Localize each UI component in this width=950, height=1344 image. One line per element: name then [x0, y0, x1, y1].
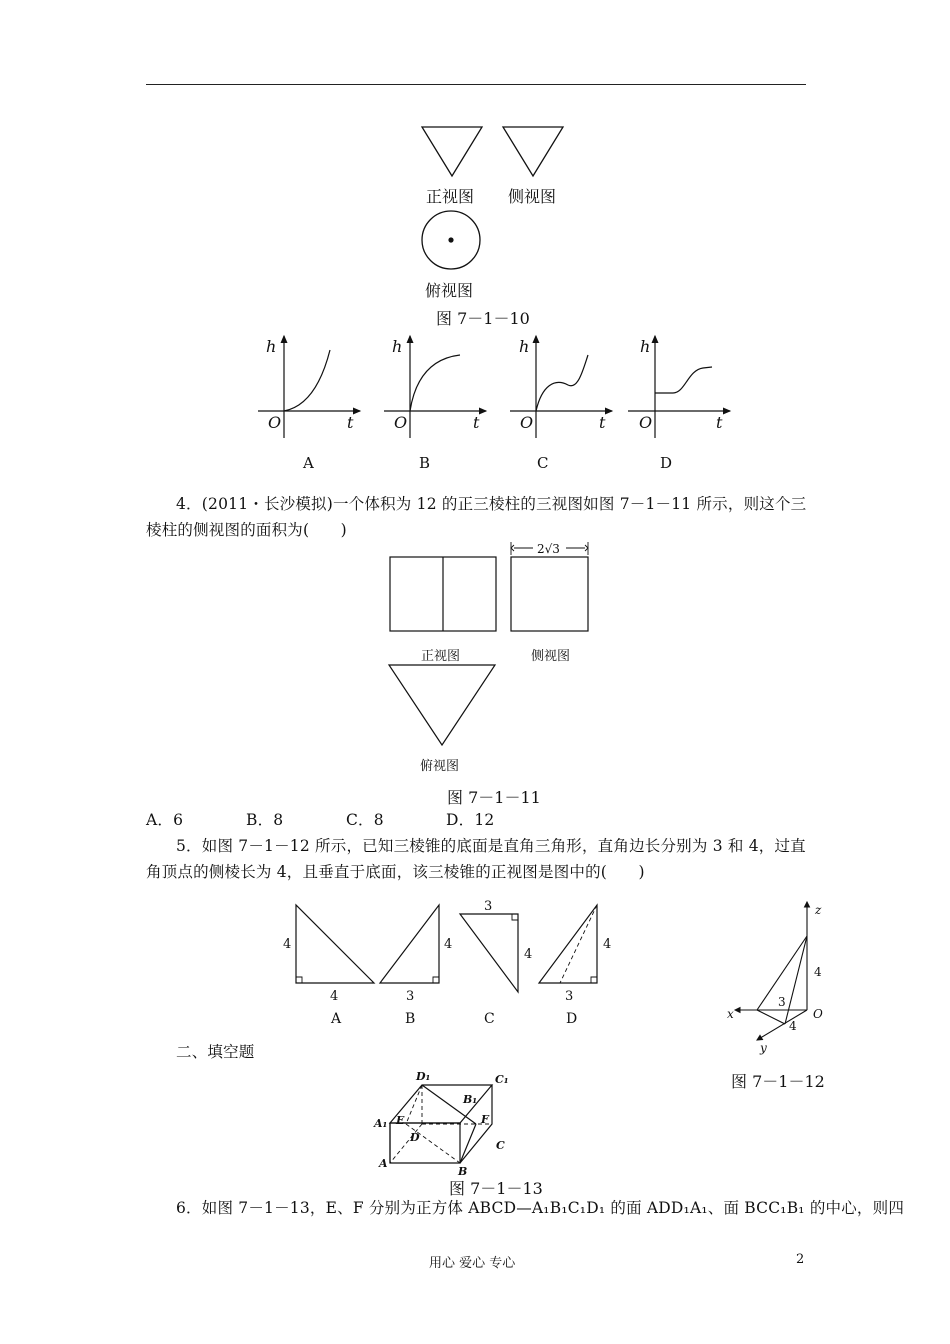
cube-label-e: E: [396, 1114, 405, 1127]
axis-z-label: z: [815, 903, 822, 917]
graph-option-d: D: [660, 454, 673, 472]
q5-c-top-length: 3: [484, 899, 493, 914]
graph-c-t-label: t: [599, 413, 606, 432]
q5-b-right-length: 4: [444, 937, 453, 952]
cube-label-b1: B₁: [463, 1093, 478, 1106]
graph-b-h-label: h: [392, 337, 403, 356]
q5-d-right-length: 4: [603, 937, 612, 952]
section-title-fill-in: 二、填空题: [176, 1043, 255, 1061]
graph-d-origin: O: [639, 413, 653, 432]
graph-option-a: A: [303, 454, 314, 472]
axis-x-label: x: [727, 1007, 734, 1021]
q4-front-view-label: 正视图: [421, 649, 461, 664]
side-view-label: 侧视图: [508, 187, 557, 206]
figure-caption-7-1-13: 图 7－1－13: [449, 1179, 543, 1198]
graph-a-t-label: t: [347, 413, 354, 432]
graph-option-b: B: [419, 454, 431, 472]
cube-label-d: D: [410, 1131, 420, 1144]
q5-c-right-length: 4: [524, 947, 533, 962]
q4-choice-a: A．6: [146, 811, 184, 829]
q4-side-view-label: 侧视图: [531, 649, 571, 664]
cube-label-c1: C₁: [495, 1073, 509, 1086]
q4-text-line2: 棱柱的侧视图的面积为( ): [146, 521, 347, 539]
q4-choice-c: C．8: [346, 811, 384, 829]
graph-a-h-label: h: [266, 337, 277, 356]
figure-caption-7-1-10: 图 7－1－10: [436, 309, 530, 328]
q5-option-d-label: D: [566, 1011, 578, 1027]
cube-label-c: C: [496, 1139, 505, 1152]
cube-label-f: F: [481, 1113, 489, 1126]
axis-y-label: y: [760, 1041, 767, 1055]
q4-text-line1: 4．(2011・长沙模拟)一个体积为 12 的正三棱柱的三视图如图 7－1－11 所示，则这个三: [176, 495, 807, 513]
axis-length-4-base: 4: [789, 1019, 797, 1033]
footer-center-text: 用心 爱心 专心: [429, 1256, 516, 1271]
q5-b-bottom-length: 3: [406, 989, 415, 1004]
axis-length-3: 3: [778, 995, 786, 1009]
figure-caption-7-1-12: 图 7－1－12: [731, 1072, 825, 1091]
q5-text-line1: 5．如图 7－1－12 所示，已知三棱锥的底面是直角三角形，直角边长分别为 3 和 4，过直: [176, 837, 806, 855]
graph-c-h-label: h: [519, 337, 530, 356]
axis-origin-label: O: [813, 1007, 823, 1021]
graph-b-origin: O: [394, 413, 408, 432]
cube-label-b: B: [458, 1165, 468, 1178]
cube-label-a1: A₁: [374, 1117, 388, 1130]
graph-b-t-label: t: [473, 413, 480, 432]
q4-dimension-label: 2√3: [537, 542, 560, 556]
top-view-label: 俯视图: [425, 281, 474, 300]
graph-d-h-label: h: [640, 337, 651, 356]
graph-a-origin: O: [268, 413, 282, 432]
q4-top-view-label: 俯视图: [420, 759, 460, 774]
figure-caption-7-1-11: 图 7－1－11: [447, 788, 541, 807]
q5-d-bottom-length: 3: [565, 989, 574, 1004]
axis-length-4-vertical: 4: [814, 965, 822, 979]
q5-a-left-length: 4: [283, 937, 292, 952]
cube-label-d1: D₁: [416, 1070, 431, 1083]
graph-c-origin: O: [520, 413, 534, 432]
q5-a-bottom-length: 4: [330, 989, 339, 1004]
q6-text-line1: 6．如图 7－1－13，E、F 分别为正方体 ABCD—A₁B₁C₁D₁ 的面 ADD₁A₁、面 BCC₁B₁ 的中心，则四: [176, 1199, 905, 1217]
q5-option-c-label: C: [484, 1011, 495, 1027]
front-view-label: 正视图: [426, 187, 475, 206]
cube-label-a: A: [379, 1157, 388, 1170]
q4-choice-b: B．8: [246, 811, 284, 829]
q4-choice-d: D．12: [446, 811, 495, 829]
q5-text-line2: 角顶点的侧棱长为 4，且垂直于底面，该三棱锥的正视图是图中的( ): [146, 863, 645, 881]
graph-d-t-label: t: [716, 413, 723, 432]
q5-option-b-label: B: [405, 1011, 416, 1027]
graph-option-c: C: [537, 454, 549, 472]
q5-option-a-label: A: [331, 1011, 342, 1027]
page-number: 2: [796, 1252, 805, 1267]
